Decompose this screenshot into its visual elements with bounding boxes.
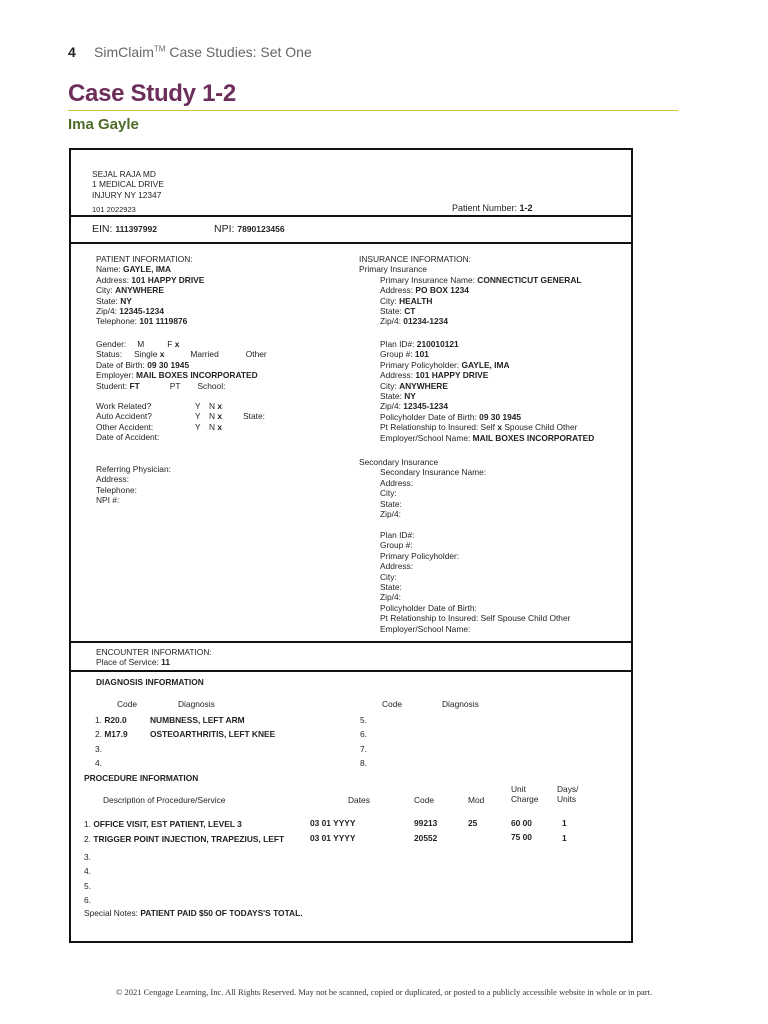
title-rule: [68, 110, 678, 111]
procedure-charge: 60 00: [511, 818, 532, 828]
insurance-info-section: [359, 254, 582, 327]
secondary-plan-id: Plan ID#:: [380, 530, 415, 540]
npi-value: 7890123456: [237, 224, 285, 234]
referring-address-label: Address:: [96, 474, 130, 485]
referring-npi-label: NPI #:: [96, 495, 120, 506]
work-related-field: Work Related? Y N x: [96, 401, 223, 411]
patient-city-field: City: ANYWHERE: [96, 285, 164, 296]
student-field: Student: FT PT School:: [96, 380, 226, 391]
other-accident-field: Other Accident: Y N x: [96, 421, 223, 432]
running-title-brand: SimClaim: [94, 44, 154, 60]
ein-field: [92, 224, 157, 234]
secondary-employer: Employer/School Name:: [380, 623, 471, 634]
patient-demographics: [96, 339, 267, 391]
procedure-row: 1. OFFICE VISIT, EST PATIENT, LEVEL 3: [84, 819, 242, 829]
divider: [71, 242, 631, 244]
secondary-ph-zip: Zip/4:: [380, 592, 401, 603]
diagnosis-row: 6.: [360, 729, 367, 740]
procedure-row: 6.: [84, 895, 91, 906]
procedure-row: 2. TRIGGER POINT INJECTION, TRAPEZIUS, LEFT: [84, 834, 285, 844]
status-field: Status: Single x Married Other: [96, 349, 267, 360]
secondary-relationship: Pt Relationship to Insured: Self Spouse Child Other: [380, 613, 571, 624]
insurance-info-heading: INSURANCE INFORMATION:: [359, 254, 471, 264]
encounter-heading: ENCOUNTER INFORMATION:: [96, 647, 212, 657]
case-title: Case Study 1-2: [68, 80, 236, 107]
procedure-units: 1: [562, 833, 567, 843]
diagnosis-row: 1. R20.0 NUMBNESS, LEFT ARM: [95, 715, 245, 725]
patient-state-field: State: NY: [96, 295, 132, 306]
referring-physician-section: [96, 464, 171, 506]
divider: [71, 215, 631, 217]
primary-plan-section: [359, 339, 594, 443]
secondary-group: Group #:: [380, 540, 413, 551]
days-units-header: Days/ Units: [557, 784, 579, 805]
procedure-mod-header: Mod: [468, 795, 485, 805]
secondary-zip: Zip/4:: [380, 508, 401, 519]
primary-zip: Zip/4: 01234-1234: [380, 316, 448, 327]
page-number: 4: [68, 44, 76, 60]
diagnosis-row: 2. M17.9 OSTEOARTHRITIS, LEFT KNEE: [95, 729, 276, 740]
provider-phone: 101 2022923: [92, 205, 136, 214]
pt-relationship: Pt Relationship to Insured: Self x Spouse Child Other: [380, 422, 578, 433]
patient-address-field: Address: 101 HAPPY DRIVE: [96, 274, 205, 285]
employer-field: Employer: MAIL BOXES INCORPORATED: [96, 370, 258, 381]
procedure-heading: PROCEDURE INFORMATION: [84, 773, 199, 783]
secondary-city: City:: [380, 488, 397, 499]
procedure-charge: 75 00: [511, 832, 532, 842]
diagnosis-row: 3.: [95, 743, 102, 754]
procedure-date: 03 01 YYYY: [310, 833, 356, 843]
policyholder-zip: Zip/4: 12345-1234: [380, 401, 448, 412]
ein-label: EIN:: [92, 223, 116, 235]
primary-state: State: CT: [380, 305, 416, 316]
patient-number-value: 1-2: [519, 203, 533, 213]
referring-telephone-label: Telephone:: [96, 484, 137, 495]
gender-field: Gender: M F x: [96, 339, 180, 349]
auto-accident-field: Auto Accident? Y N x State:: [96, 411, 265, 422]
diagnosis-desc-header-right: Diagnosis: [442, 699, 479, 709]
procedure-mod: 25: [468, 818, 478, 828]
primary-insurance-name: Primary Insurance Name: CONNECTICUT GENERAL: [380, 274, 582, 285]
case-patient-name: Ima Gayle: [68, 116, 139, 133]
policyholder-state: State: NY: [380, 390, 416, 401]
plan-id: Plan ID#: 210010121: [380, 339, 459, 349]
primary-city: City: HEALTH: [380, 295, 433, 306]
diagnosis-list-right: [360, 713, 367, 771]
diagnosis-code-header-left: Code: [117, 699, 138, 709]
divider: [71, 670, 631, 672]
provider-address: 1 MEDICAL DRIVE: [92, 179, 164, 190]
special-notes: Special Notes: PATIENT PAID $50 OF TODAYS'S TOTAL.: [84, 908, 303, 918]
diagnosis-code-header-right: Code: [382, 699, 403, 709]
secondary-plan-section: [359, 530, 570, 634]
diagnosis-desc-header-left: Diagnosis: [178, 699, 215, 709]
secondary-insurance-heading: Secondary Insurance: [359, 457, 439, 467]
date-of-accident-field: Date of Accident:: [96, 432, 160, 443]
npi-field: [214, 224, 285, 234]
primary-address: Address: PO BOX 1234: [380, 285, 469, 296]
running-title: [94, 44, 312, 60]
trademark-mark: TM: [153, 44, 166, 54]
npi-label: NPI:: [214, 223, 238, 235]
procedure-row: 3.: [84, 852, 91, 862]
primary-insurance-heading: Primary Insurance: [359, 264, 427, 275]
patient-number-label: Patient Number:: [452, 203, 520, 213]
procedure-code-header: Code: [414, 795, 435, 805]
secondary-policyholder: Primary Policyholder:: [380, 550, 460, 561]
copyright-footer: © 2021 Cengage Learning, Inc. All Rights Reserved. May not be scanned, copied or duplicated, or posted to a publicly accessible website in whole or in part.: [115, 987, 653, 997]
secondary-ph-dob: Policyholder Date of Birth:: [380, 602, 477, 613]
diagnosis-row: 5.: [360, 715, 367, 725]
secondary-ph-state: State:: [380, 581, 402, 592]
divider: [71, 641, 631, 643]
procedure-row: 4.: [84, 866, 91, 877]
procedure-desc-header: Description of Procedure/Service: [103, 795, 226, 805]
procedure-row: 5.: [84, 880, 91, 891]
secondary-state: State:: [380, 498, 402, 509]
diagnosis-row: 4.: [95, 758, 102, 769]
patient-name-field: Name: GAYLE, IMA: [96, 264, 172, 275]
diagnosis-heading: DIAGNOSIS INFORMATION: [96, 677, 204, 687]
patient-info-section: [96, 254, 204, 327]
employer-school-name: Employer/School Name: MAIL BOXES INCORPORATED: [380, 432, 595, 443]
accident-section: [96, 401, 265, 443]
procedure-empty-rows: [84, 850, 91, 908]
place-of-service: Place of Service: 11: [96, 657, 171, 668]
policyholder-address: Address: 101 HAPPY DRIVE: [380, 370, 489, 381]
secondary-ph-address: Address:: [380, 561, 414, 572]
secondary-address: Address:: [380, 477, 414, 488]
policyholder-city: City: ANYWHERE: [380, 380, 448, 391]
patient-info-heading: PATIENT INFORMATION:: [96, 254, 193, 264]
running-title-rest: Case Studies: Set One: [165, 44, 312, 60]
procedure-units: 1: [562, 818, 567, 828]
primary-policyholder: Primary Policyholder: GAYLE, IMA: [380, 359, 510, 370]
group-number: Group #: 101: [380, 349, 429, 360]
encounter-section: [96, 647, 212, 668]
procedure-code: 20552: [414, 833, 438, 843]
dob-field: Date of Birth: 09 30 1945: [96, 359, 190, 370]
procedure-date: 03 01 YYYY: [310, 818, 356, 828]
claim-form: [69, 148, 633, 943]
patient-telephone-field: Telephone: 101 1119876: [96, 316, 188, 327]
provider-city-state-zip: INJURY NY 12347: [92, 189, 162, 200]
unit-charge-header: Unit Charge: [511, 784, 539, 805]
secondary-insurance-section: [359, 457, 486, 519]
ein-value: 111397992: [115, 224, 157, 234]
diagnosis-row: 7.: [360, 743, 367, 754]
patient-zip-field: Zip/4: 12345-1234: [96, 305, 164, 316]
provider-name: SEJAL RAJA MD: [92, 169, 156, 179]
referring-physician-label: Referring Physician:: [96, 464, 171, 474]
provider-block: [92, 169, 164, 200]
diagnosis-list-left: [95, 713, 276, 771]
secondary-insurance-name: Secondary Insurance Name:: [380, 467, 487, 478]
secondary-ph-city: City:: [380, 571, 397, 582]
diagnosis-row: 8.: [360, 758, 367, 769]
procedure-code: 99213: [414, 818, 438, 828]
procedure-dates-header: Dates: [348, 795, 370, 805]
patient-number: [452, 203, 533, 213]
policyholder-dob: Policyholder Date of Birth: 09 30 1945: [380, 411, 522, 422]
